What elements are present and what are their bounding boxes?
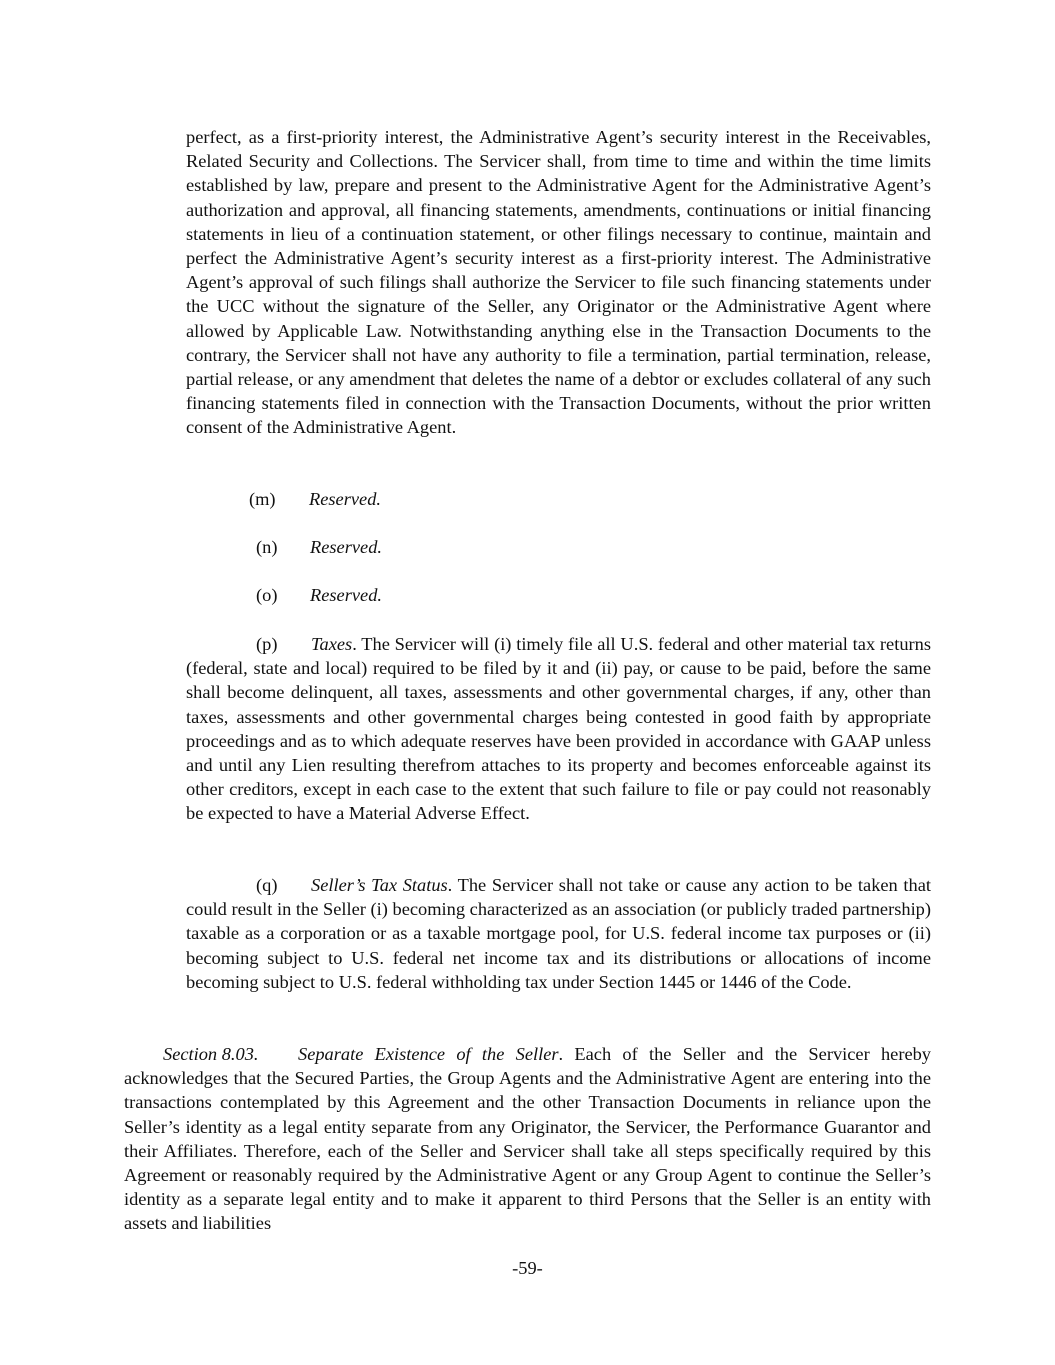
item-p-heading: Taxes bbox=[311, 634, 353, 654]
item-p-paragraph bbox=[186, 632, 931, 826]
section-heading: Separate Existence of the Seller bbox=[298, 1044, 559, 1064]
section-number: Section 8.03. bbox=[163, 1044, 259, 1064]
item-n bbox=[256, 535, 382, 559]
item-m-label: (m) bbox=[249, 489, 276, 509]
item-o-label: (o) bbox=[256, 585, 278, 605]
item-m-text: Reserved. bbox=[309, 489, 381, 509]
section-8-03-paragraph bbox=[124, 1042, 931, 1236]
item-q-text: . The Servicer shall not take or cause any action to be taken that could result in the Seller (i) becoming characterized as an association (or publicly traded partnership) taxable as a corporation or as a taxable mortgage pool, for U.S. federal income tax purposes or (ii) becoming subject to U.S. federal net income tax and its distributions or allocations of income becoming subject to U.S. federal withholding tax under Section 1445 or 1446 of the Code. bbox=[186, 875, 931, 992]
item-n-label: (n) bbox=[256, 537, 278, 557]
continuation-paragraph: perfect, as a first-priority interest, the Administrative Agent’s security interest in the Receivables, Related Security and Collections. The Servicer shall, from time to time and within the time limits established by law, prepare and present to the Administrative Agent for the Administrative Agent’s authorization and approval, all financing statements, amendments, continuations or initial financing statements in lieu of a continuation statement, or other filings necessary to continue, maintain and perfect the Administrative Agent’s security interest as a first-priority interest. The Administrative Agent’s approval of such filings shall authorize the Servicer to file such financing statements under the UCC without the signature of the Seller, any Originator or the Administrative Agent where allowed by Applicable Law. Notwithstanding anything else in the Transaction Documents to the contrary, the Servicer shall not have any authority to file a termination, partial termination, release, partial release, or any amendment that deletes the name of a debtor or excludes collateral of any such financing statements filed in connection with the Transaction Documents, without the prior written consent of the Administrative Agent. bbox=[186, 127, 931, 438]
item-n-text: Reserved. bbox=[310, 537, 382, 557]
section-text: . Each of the Seller and the Servicer hereby acknowledges that the Secured Parties, the Group Agents and the Administrative Agent are entering into the transactions contemplated by this Agreement and the other Transaction Documents in reliance upon the Seller’s identity as a legal entity separate from any Originator, the Servicer, the Performance Guarantor and their Affiliates. Therefore, each of the Seller and Servicer shall take all steps specifically required by this Agreement or reasonably required by the Administrative Agent or any Group Agent to continue the Seller’s identity as a separate legal entity and to make it apparent to third Persons that the Seller is an entity with assets and liabilities bbox=[124, 1044, 931, 1234]
item-q-paragraph bbox=[186, 873, 931, 994]
item-q-label: (q) bbox=[256, 875, 278, 895]
page-number: -59- bbox=[512, 1258, 543, 1278]
item-p-label: (p) bbox=[256, 634, 278, 654]
item-p-text: . The Servicer will (i) timely file all U.S. federal and other material tax returns (federal, state and local) required to be filed by it and (ii) pay, or cause to be paid, before the same shall become delinquent, all taxes, assessments and other governmental charges, if any, other than taxes, assessments and other governmental charges being contested in good faith by appropriate proceedings and as to which adequate reserves have been provided in accordance with GAAP unless and until any Lien resulting therefrom attaches to its property and becomes enforceable against its other creditors, except in each case to the extent that such failure to file or pay could not reasonably be expected to have a Material Adverse Effect. bbox=[186, 634, 931, 824]
item-o-text: Reserved. bbox=[310, 585, 382, 605]
item-o bbox=[256, 583, 382, 607]
item-q-heading: Seller’s Tax Status bbox=[311, 875, 448, 895]
item-m bbox=[249, 487, 381, 511]
